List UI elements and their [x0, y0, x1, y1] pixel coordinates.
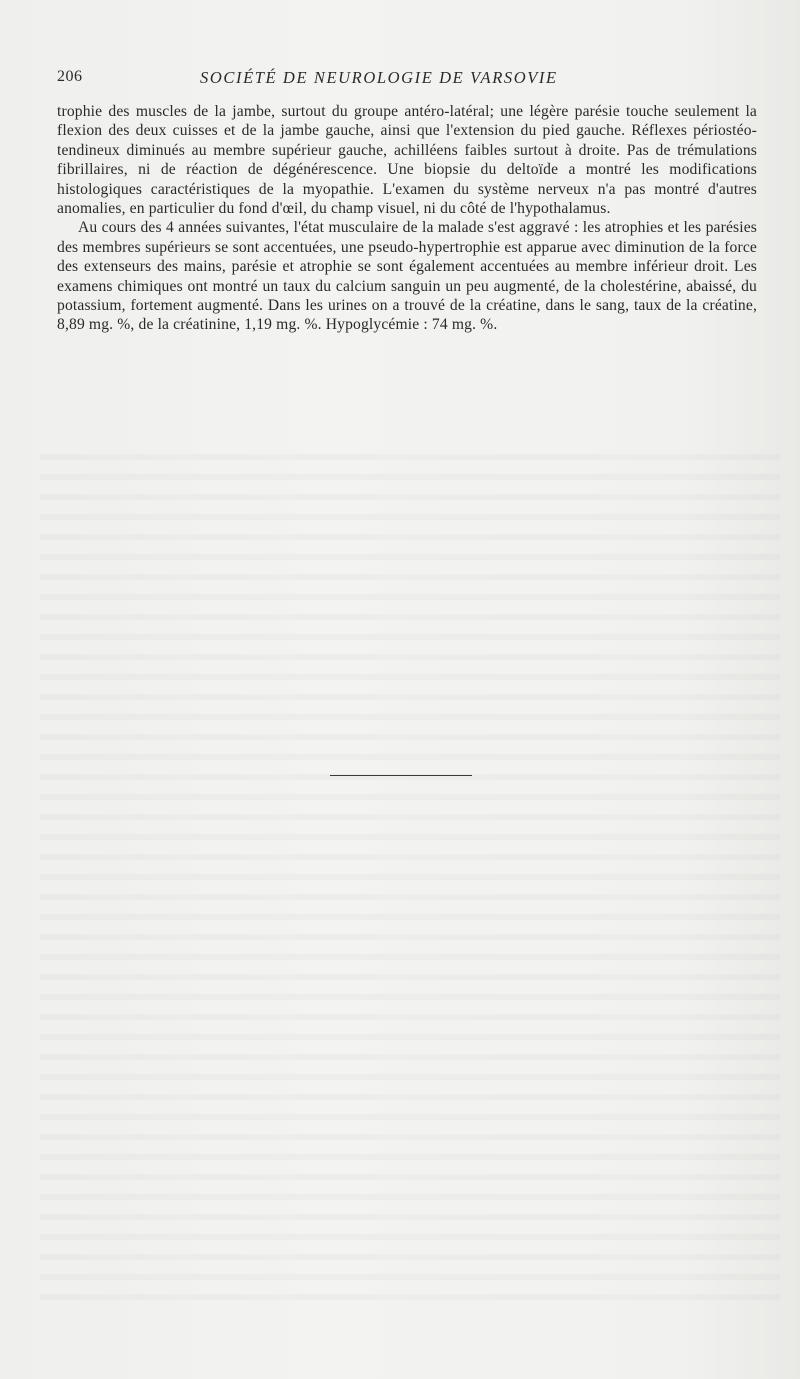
show-through-background: [40, 440, 780, 1300]
page-header: [57, 68, 757, 92]
running-title: SOCIÉTÉ DE NEUROLOGIE DE VARSOVIE: [200, 68, 558, 87]
body-text: [57, 102, 757, 335]
paragraph: trophie des muscles de la jambe, surtout du groupe antéro-latéral; une légère parésie touche seulement la flexion des deux cuisses et de la jambe gauche, ainsi que l'extension du pied gauche. Réflexes périostéo-tendineux diminués au membre supérieur gauche, achilléens faibles surtout à droite. Pas de trémulations fibrillaires, ni de réaction de dégénérescence. Une biopsie du deltoïde a montré les modifications histologiques caractéristiques de la myopathie. L'examen du système nerveux n'a pas montré d'autres anomalies, en particulier du fond d'œil, du champ visuel, ni du côté de l'hypothalamus.: [57, 103, 757, 218]
page-number: 206: [57, 68, 83, 85]
paragraph: Au cours des 4 années suivantes, l'état musculaire de la malade s'est aggravé : les atrophies et les parésies des membres supérieurs se sont accentuées, une pseudo-hypertrophie est apparue avec diminution de la force des extenseurs des mains, parésie et atrophie se sont également accentuées au membre inférieur droit. Les examens chimiques ont montré un taux du calcium sanguin un peu augmenté, de la cholestérine, abaissé, du potassium, fortement augmenté. Dans les urines on a trouvé de la créatine, dans le sang, taux de la créatine, 8,89 mg. %, de la créatinine, 1,19 mg. %. Hypoglycémie : 74 mg. %.: [57, 219, 757, 334]
section-divider: [330, 775, 472, 776]
